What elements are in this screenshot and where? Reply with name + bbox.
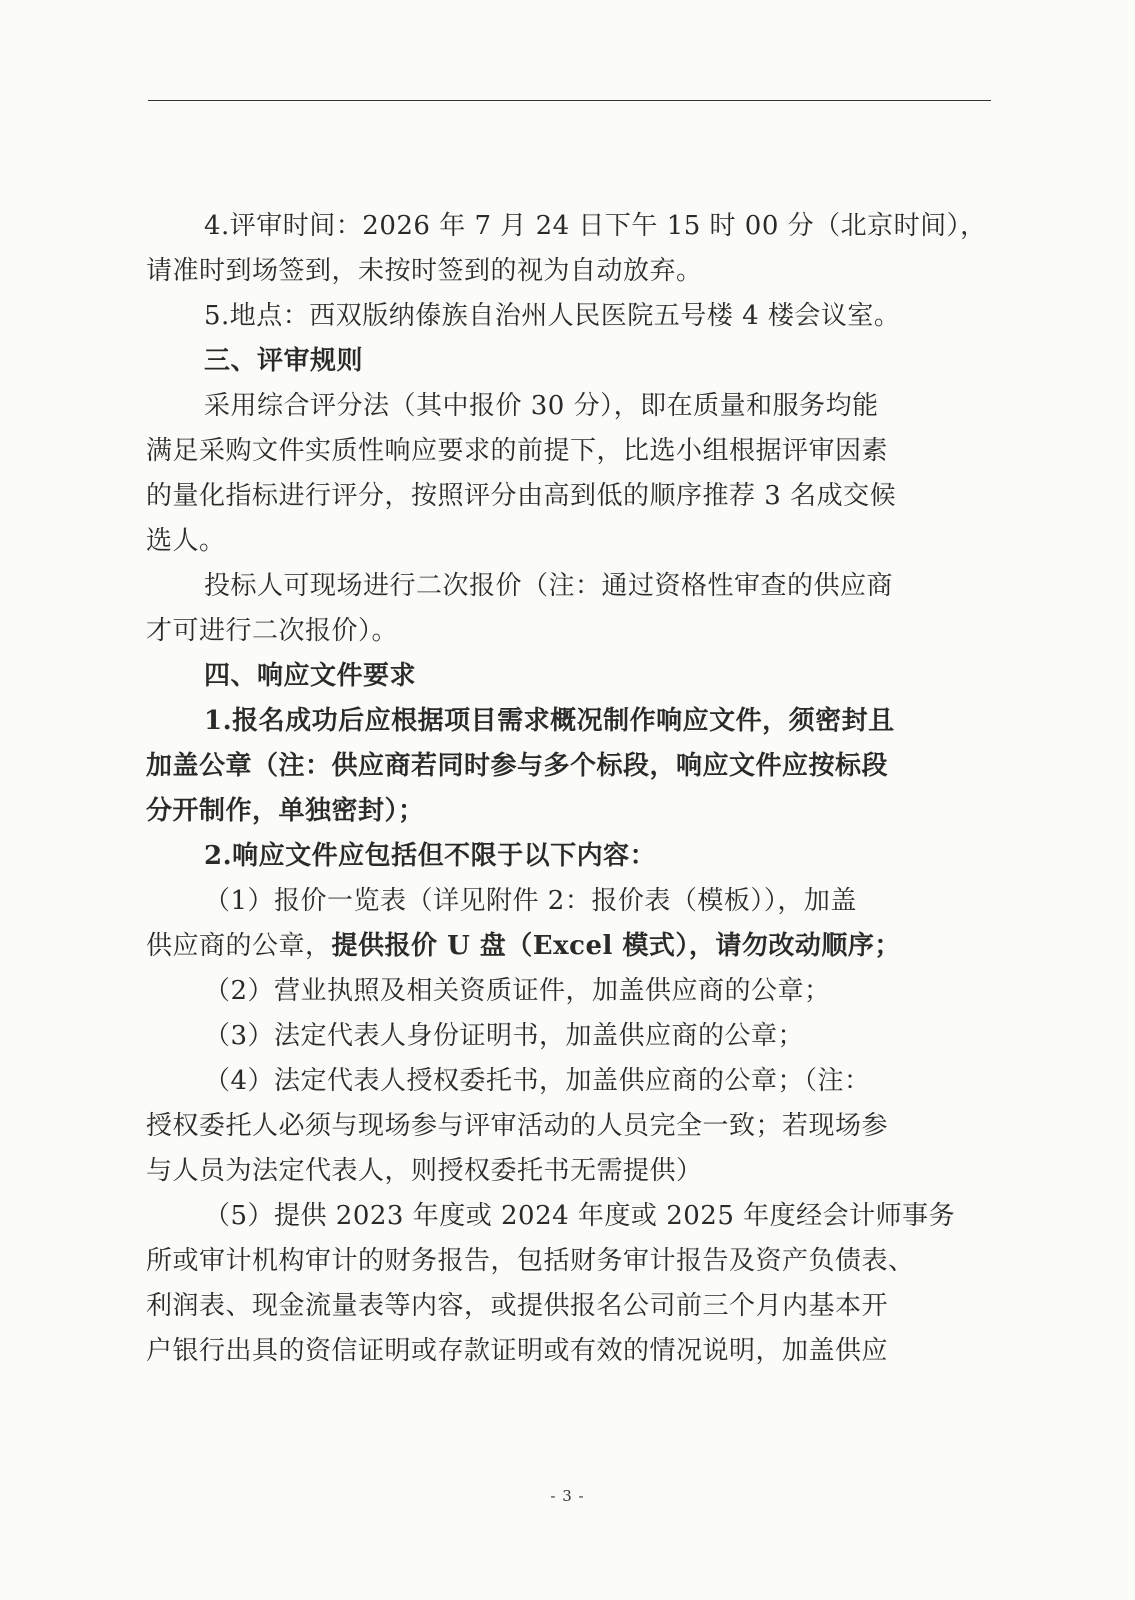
text-line: 的量化指标进行评分，按照评分由高到低的顺序推荐 3 名成交候 (146, 481, 897, 511)
text-line-bold: 2.响应文件应包括但不限于以下内容： (204, 841, 657, 871)
text-line: 投标人可现场进行二次报价（注：通过资格性审查的供应商 (204, 571, 894, 601)
header-rule (148, 100, 991, 101)
text-line: 与人员为法定代表人，则授权委托书无需提供） (146, 1156, 703, 1186)
text-line: 满足采购文件实质性响应要求的前提下，比选小组根据评审因素 (146, 436, 889, 466)
text-segment-bold: 提供报价 U 盘（Excel 模式），请勿改动顺序； (331, 931, 901, 961)
text-line-bold: 1.报名成功后应根据项目需求概况制作响应文件，须密封且 (204, 706, 895, 736)
text-line: （2）营业执照及相关资质证件，加盖供应商的公章； (204, 976, 831, 1006)
section-heading-4: 四、响应文件要求 (204, 661, 417, 691)
text-line: 利润表、现金流量表等内容，或提供报名公司前三个月内基本开 (146, 1291, 889, 1321)
page-number: - 3 - (550, 1487, 585, 1505)
document-body (146, 204, 992, 1374)
text-line: （3）法定代表人身份证明书，加盖供应商的公章； (204, 1021, 805, 1051)
text-line: 5.地点：西双版纳傣族自治州人民医院五号楼 4 楼会议室。 (204, 301, 901, 331)
text-line: 4.评审时间：2026 年 7 月 24 日下午 15 时 00 分（北京时间）， (204, 211, 987, 241)
text-line: 授权委托人必须与现场参与评审活动的人员完全一致；若现场参 (146, 1111, 889, 1141)
text-segment: 供应商的公章， (146, 931, 332, 961)
text-line-bold: 分开制作，单独密封）； (146, 796, 425, 826)
text-line: （5）提供 2023 年度或 2024 年度或 2025 年度经会计师事务 (204, 1201, 956, 1231)
text-line: （1）报价一览表（详见附件 2：报价表（模板）），加盖 (204, 886, 857, 916)
text-line (146, 924, 992, 969)
text-line: 选人。 (146, 526, 226, 556)
text-line: 采用综合评分法（其中报价 30 分），即在质量和服务均能 (204, 391, 879, 421)
text-line: 户银行出具的资信证明或存款证明或有效的情况说明，加盖供应 (146, 1336, 889, 1366)
text-line: 所或审计机构审计的财务报告，包括财务审计报告及资产负债表、 (146, 1246, 915, 1276)
text-line: 才可进行二次报价）。 (146, 616, 399, 646)
text-line: （4）法定代表人授权委托书，加盖供应商的公章；（注： (204, 1066, 871, 1096)
text-line: 请准时到场签到，未按时签到的视为自动放弃。 (146, 256, 703, 286)
section-heading-3: 三、评审规则 (204, 346, 364, 376)
text-line-bold: 加盖公章（注：供应商若同时参与多个标段，响应文件应按标段 (146, 751, 889, 781)
